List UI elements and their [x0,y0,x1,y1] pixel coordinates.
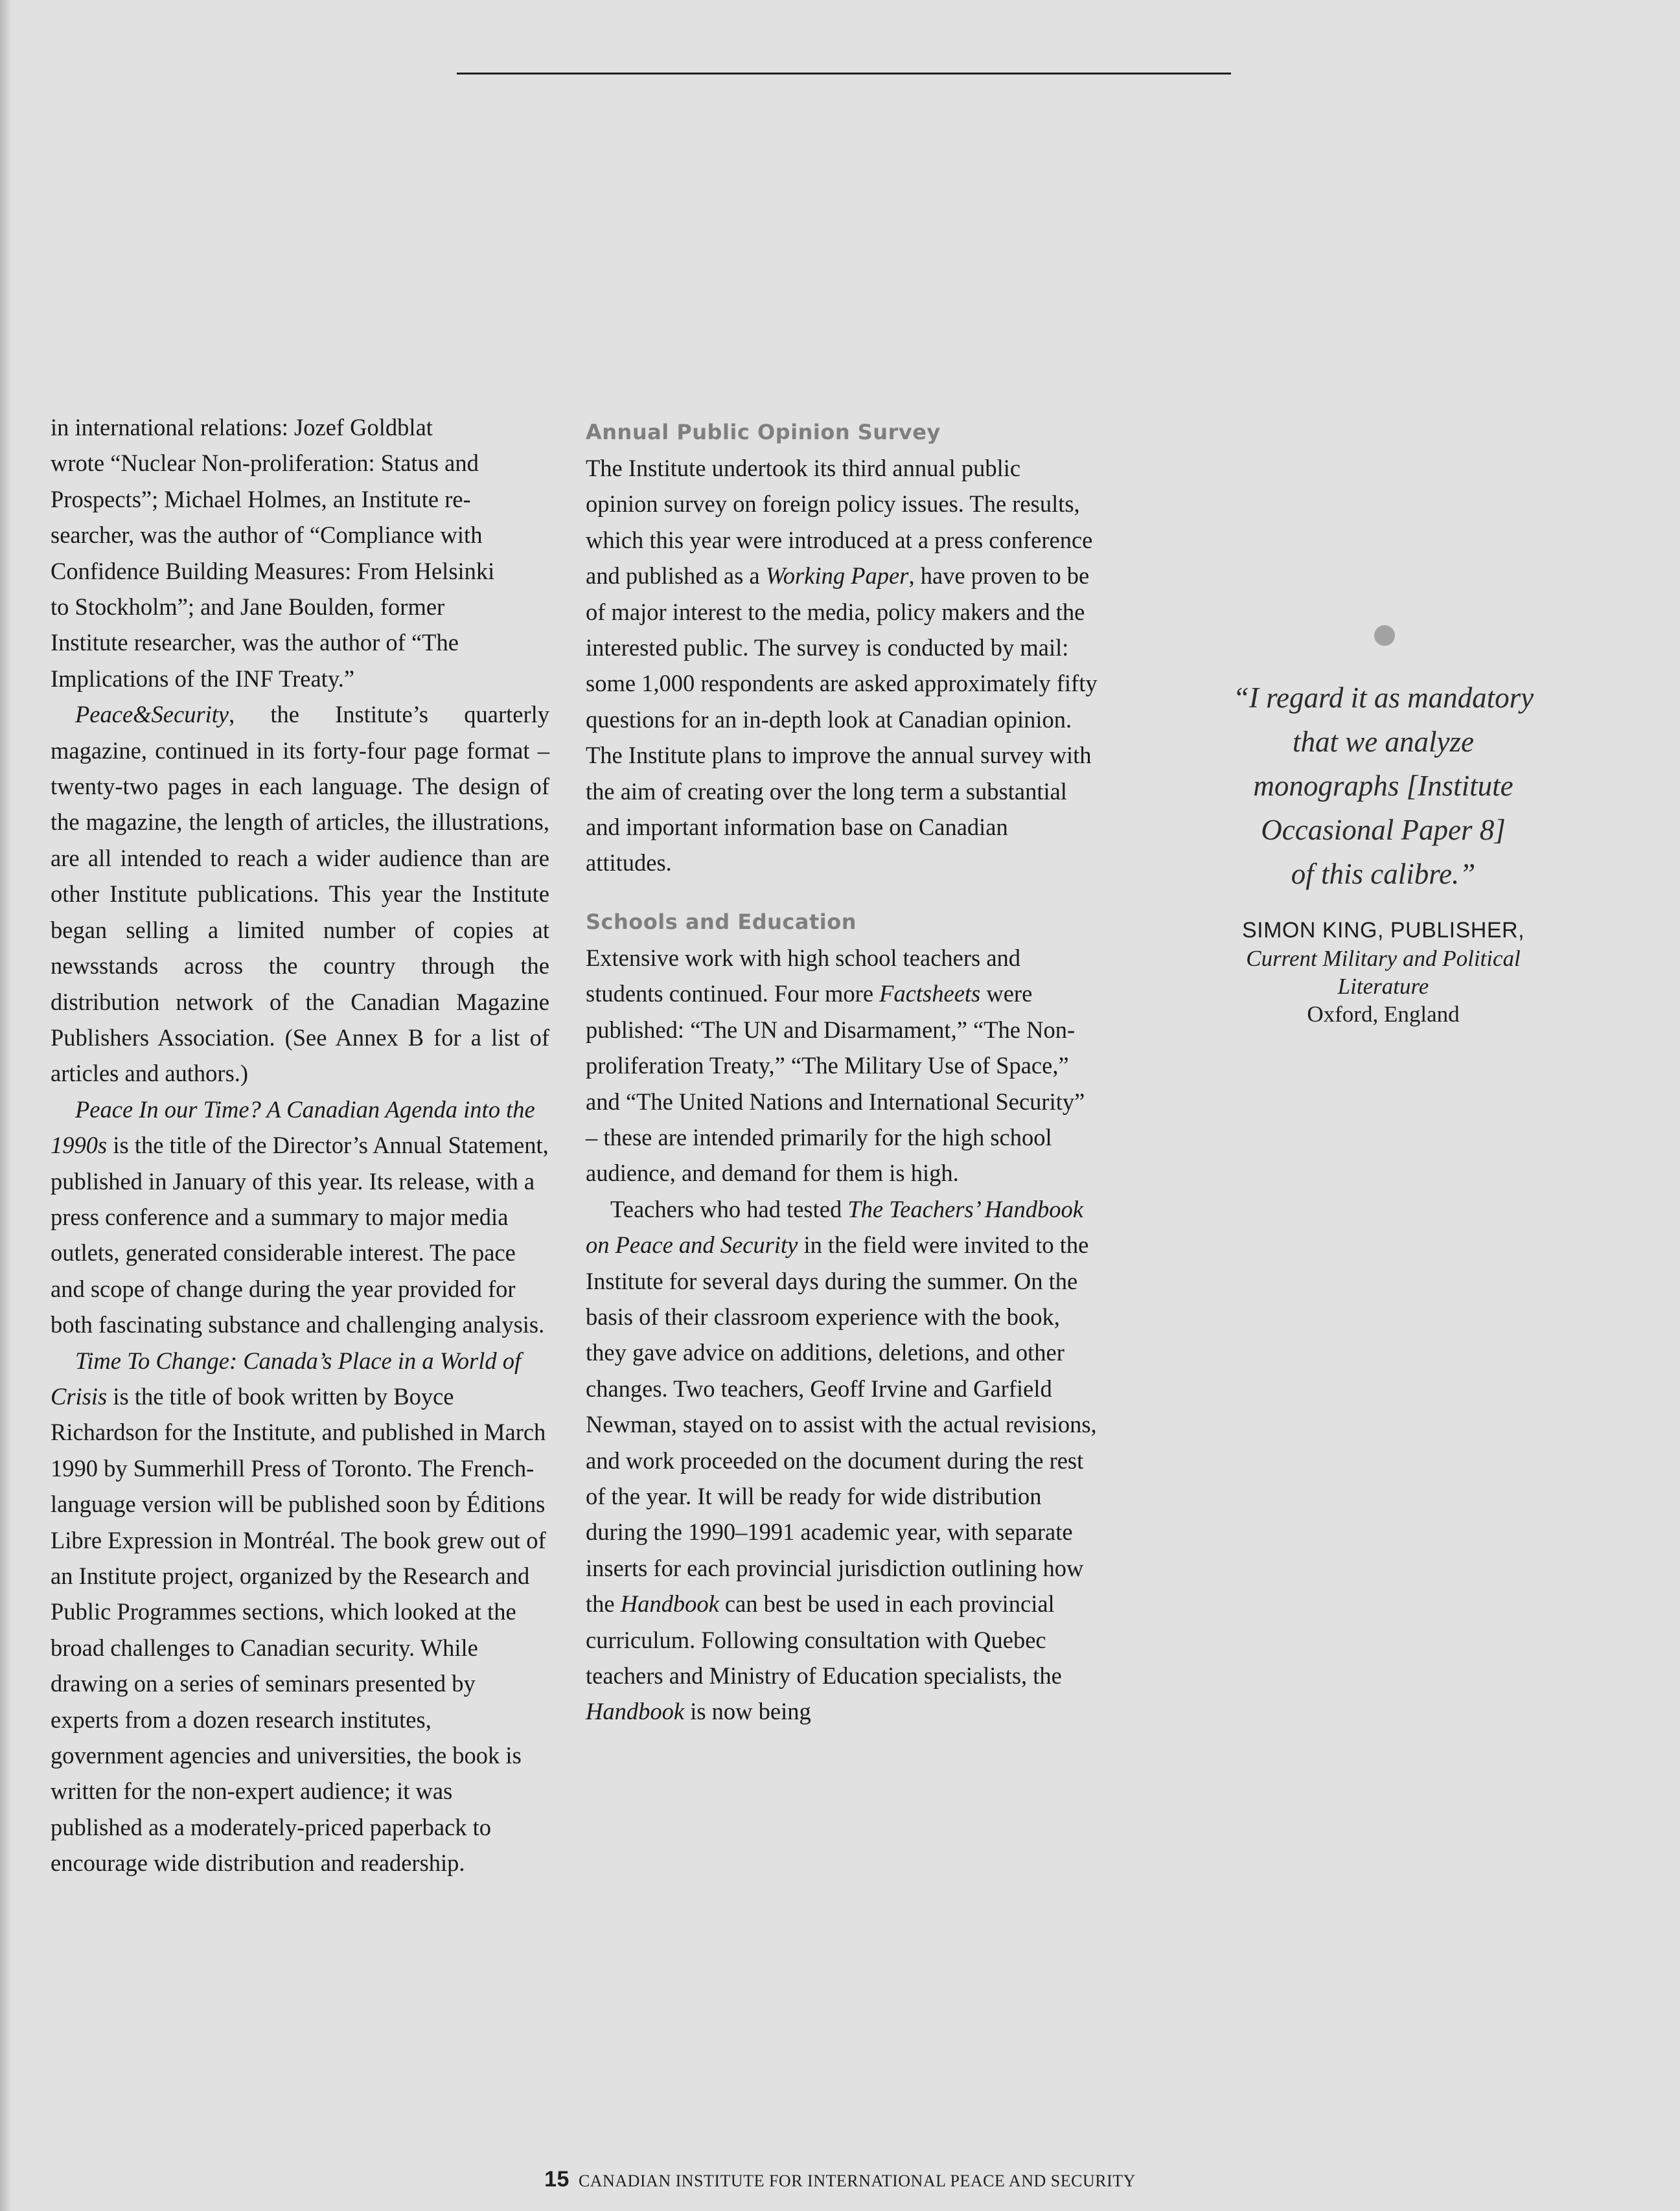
quote-line: “I regard it as mandatory [1232,682,1534,714]
working-paper-title: Working Paper [765,562,909,590]
publication-line: Current Military and Political [1246,946,1521,971]
paragraph-text: Teachers who had tested [610,1195,848,1222]
paragraph-authors [51,409,549,696]
paragraph-factsheets [586,940,1098,1191]
text-line: Confidence Building Measures: From Helsinki [51,557,495,584]
handbook-title: The Teachers’ Handbook on Peace and Security [586,1195,1083,1259]
paragraph-text: , the Institute’s quarterly magazine, continued in its forty-four page format – twenty-two pages in each language. The design of the magazine, the length of articles, the illustrations, are all intended to reach a wider audience than are other Institute publications. This year the Institute began selling a limited number of copies at newsstands across the country through the distribution network of the Canadian Magazine Publishers Association. (See Annex B for a list of articles and authors.) [51,701,549,1087]
attribution-publication [1160,945,1607,972]
quote-line: that we analyze [1293,726,1474,758]
bullet-dot [1374,625,1395,646]
text-line: to Stockholm”; and Jane Boulden, former [51,593,445,621]
quote-attribution [1160,917,1607,1028]
paragraph-text: , have proven to be of major interest to the media, policy makers and the interested public. The survey is conducted by mail: some 1,000 respondents are asked approximately fifty questions for an in-depth look at Canadian opinion. The Institute plans to improve the annual survey with the aim of creating over the long term a substantial and important information base on Canadian attitudes. [586,562,1098,876]
paragraph-handbook [586,1191,1098,1730]
paragraph-annual-statement [51,1092,549,1343]
quote-line: Occasional Paper 8] [1261,814,1506,846]
text-line: Implications of the INF Treaty.” [51,665,355,692]
quote-line: monographs [Institute [1253,770,1513,802]
text-line: in international relations: Jozef Goldblat [51,414,433,441]
footer-org-name: CANADIAN INSTITUTE FOR INTERNATIONAL PEACE AND SECURITY [578,2171,1136,2190]
book-title: Time To Change: Canada’s Place in a World of Crisis [51,1347,522,1410]
paragraph-time-to-change [51,1343,549,1881]
section-heading-opinion-survey: Annual Public Opinion Survey [586,420,941,444]
paragraph-text: were published: “The UN and Disarmament,” “The Non-proliferation Treaty,” “The Military Use of Space,” and “The United Nations and International Security” – these are intended primarily for the high school audience, and demand for them is high. [586,980,1085,1187]
attribution-name: SIMON KING, PUBLISHER, [1241,918,1525,943]
text-line: Prospects”; Michael Holmes, an Institute re- [51,485,471,512]
handbook-title-short: Handbook [586,1698,685,1725]
paragraph-text: is now being [684,1698,811,1725]
attribution-publication-cont [1160,972,1607,1000]
paragraph-text: is the title of book written by Boyce Richardson for the Institute, and published in March 1990 by Summerhill Press of Toronto. The French-language version will be published soon by Éditions Libre Expression in Montréal. The book grew out of an Institute project, organized by the Research and Public Programmes sections, which looked at the broad challenges to Canadian security. While drawing on a series of seminars presented by experts from a dozen research institutes, government agencies and universities, the book is written for the non-expert audience; it was published as a moderately-priced paperback to encourage wide distribution and readership. [51,1382,546,1877]
paragraph-text: Extensive work with high school teachers and students continued. Four more [586,944,1021,1007]
paragraph-text: can best be used in each provincial curriculum. Following consultation with Quebec teachers and Ministry of Education specialists, the [586,1590,1062,1689]
statement-title: Peace In our Time? A Canadian Agenda into the 1990s [51,1095,535,1159]
top-rule [457,73,1231,74]
factsheets-title: Factsheets [879,980,981,1007]
text-line: wrote “Nuclear Non-proliferation: Status and [51,450,479,477]
page-edge-shadow [0,0,12,2211]
publication-line: Literature [1337,974,1429,999]
quote-line: of this calibre.” [1291,858,1476,890]
page-number: 15 [544,2167,570,2192]
page-footer [0,2167,1680,2192]
left-column [51,409,549,1881]
magazine-title: Peace&Security [75,701,229,728]
paragraph-text: is the title of the Director’s Annual Statement, published in January of this year. Its release, with a press conference and a summary to major media outlets, generated considerable interest. The pace and scope of change during the year provided for both fascinating substance and challenging analysis. [51,1132,549,1338]
attribution-place: Oxford, England [1307,1002,1460,1027]
paragraph-peace-security [51,696,549,1091]
pull-quote [1160,676,1607,896]
section-gap [586,881,1098,904]
text-line: Institute researcher, was the author of “The [51,629,459,656]
paragraph-opinion-survey [586,450,1098,881]
text-line: searcher, was the author of “Compliance with [51,521,483,549]
handbook-title-short: Handbook [620,1590,719,1618]
paragraph-text: in the field were invited to the Institute for several days during the summer. On the basis of their classroom experience with the book, they gave advice on additions, deletions, and other changes. Two teachers, Geoff Irvine and Garfield Newman, stayed on to assist with the actual revisions, and work proceeded on the document during the rest of the year. It will be ready for wide distribution during the 1990–1991 academic year, with separate inserts for each provincial jurisdiction outlining how the [586,1232,1097,1618]
middle-column [586,415,1098,1730]
paragraph-text: The Institute undertook its third annual public opinion survey on foreign policy issues. The results, which this year were introduced at a press conference and published as a [586,455,1093,590]
section-heading-schools: Schools and Education [586,909,857,934]
